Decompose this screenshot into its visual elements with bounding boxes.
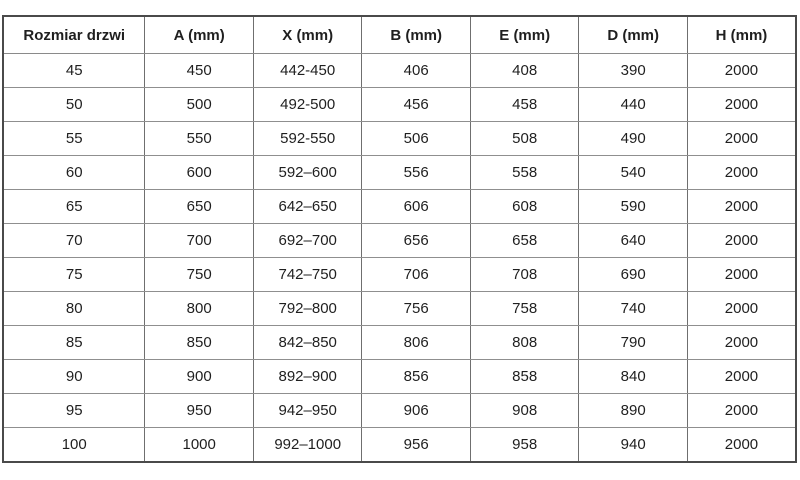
table-cell: 65	[3, 190, 145, 224]
table-cell: 700	[145, 224, 254, 258]
table-cell: 900	[145, 360, 254, 394]
table-cell: 45	[3, 54, 145, 88]
table-cell: 2000	[687, 224, 796, 258]
table-cell: 2000	[687, 360, 796, 394]
table-cell: 608	[470, 190, 579, 224]
column-header: Rozmiar drzwi	[3, 16, 145, 54]
table-cell: 558	[470, 156, 579, 190]
table-cell: 850	[145, 326, 254, 360]
table-cell: 642–650	[253, 190, 362, 224]
table-cell: 856	[362, 360, 471, 394]
table-cell: 75	[3, 258, 145, 292]
table-cell: 658	[470, 224, 579, 258]
table-cell: 458	[470, 88, 579, 122]
table-cell: 842–850	[253, 326, 362, 360]
table-cell: 550	[145, 122, 254, 156]
table-cell: 592-550	[253, 122, 362, 156]
table-row	[3, 88, 796, 122]
table-cell: 2000	[687, 122, 796, 156]
table-cell: 55	[3, 122, 145, 156]
table-cell: 2000	[687, 88, 796, 122]
table-cell: 1000	[145, 428, 254, 463]
column-header: X (mm)	[253, 16, 362, 54]
table-cell: 800	[145, 292, 254, 326]
table-cell: 690	[579, 258, 688, 292]
table-cell: 606	[362, 190, 471, 224]
table-cell: 442-450	[253, 54, 362, 88]
table-row	[3, 224, 796, 258]
table-cell: 408	[470, 54, 579, 88]
table-cell: 2000	[687, 258, 796, 292]
table-cell: 390	[579, 54, 688, 88]
table-cell: 956	[362, 428, 471, 463]
table-cell: 2000	[687, 190, 796, 224]
table-cell: 908	[470, 394, 579, 428]
door-size-table	[2, 15, 797, 463]
table-cell: 958	[470, 428, 579, 463]
table-cell: 892–900	[253, 360, 362, 394]
table-cell: 756	[362, 292, 471, 326]
table-row	[3, 360, 796, 394]
table-cell: 992–1000	[253, 428, 362, 463]
table-cell: 2000	[687, 292, 796, 326]
table-cell: 2000	[687, 428, 796, 463]
table-cell: 2000	[687, 394, 796, 428]
table-cell: 95	[3, 394, 145, 428]
table-row	[3, 428, 796, 463]
table-cell: 742–750	[253, 258, 362, 292]
table-row	[3, 326, 796, 360]
table-cell: 500	[145, 88, 254, 122]
table-cell: 656	[362, 224, 471, 258]
table-cell: 440	[579, 88, 688, 122]
column-header: H (mm)	[687, 16, 796, 54]
table-cell: 406	[362, 54, 471, 88]
table-cell: 708	[470, 258, 579, 292]
table-cell: 692–700	[253, 224, 362, 258]
table-cell: 792–800	[253, 292, 362, 326]
table-cell: 650	[145, 190, 254, 224]
table-cell: 90	[3, 360, 145, 394]
table-cell: 906	[362, 394, 471, 428]
table-cell: 940	[579, 428, 688, 463]
table-cell: 806	[362, 326, 471, 360]
column-header: B (mm)	[362, 16, 471, 54]
table-cell: 840	[579, 360, 688, 394]
table-cell: 80	[3, 292, 145, 326]
table-body	[3, 54, 796, 463]
table-row	[3, 258, 796, 292]
table-cell: 750	[145, 258, 254, 292]
table-row	[3, 156, 796, 190]
table-cell: 600	[145, 156, 254, 190]
table-cell: 60	[3, 156, 145, 190]
table-cell: 50	[3, 88, 145, 122]
table-header-row	[3, 16, 796, 54]
column-header: E (mm)	[470, 16, 579, 54]
table-cell: 950	[145, 394, 254, 428]
table-cell: 85	[3, 326, 145, 360]
table-row	[3, 394, 796, 428]
table-row	[3, 292, 796, 326]
table-cell: 808	[470, 326, 579, 360]
table-row	[3, 54, 796, 88]
table-cell: 890	[579, 394, 688, 428]
table-cell: 2000	[687, 54, 796, 88]
table-cell: 100	[3, 428, 145, 463]
table-cell: 858	[470, 360, 579, 394]
table-row	[3, 190, 796, 224]
table-cell: 592–600	[253, 156, 362, 190]
table-cell: 506	[362, 122, 471, 156]
table-cell: 2000	[687, 326, 796, 360]
table-cell: 758	[470, 292, 579, 326]
table-cell: 450	[145, 54, 254, 88]
table-cell: 492-500	[253, 88, 362, 122]
table-cell: 456	[362, 88, 471, 122]
table-cell: 508	[470, 122, 579, 156]
table-cell: 640	[579, 224, 688, 258]
table-cell: 556	[362, 156, 471, 190]
table-cell: 790	[579, 326, 688, 360]
table-cell: 740	[579, 292, 688, 326]
table-cell: 590	[579, 190, 688, 224]
table-cell: 70	[3, 224, 145, 258]
table-cell: 2000	[687, 156, 796, 190]
table-cell: 540	[579, 156, 688, 190]
table-cell: 490	[579, 122, 688, 156]
table-cell: 706	[362, 258, 471, 292]
column-header: A (mm)	[145, 16, 254, 54]
column-header: D (mm)	[579, 16, 688, 54]
table-row	[3, 122, 796, 156]
table-cell: 942–950	[253, 394, 362, 428]
